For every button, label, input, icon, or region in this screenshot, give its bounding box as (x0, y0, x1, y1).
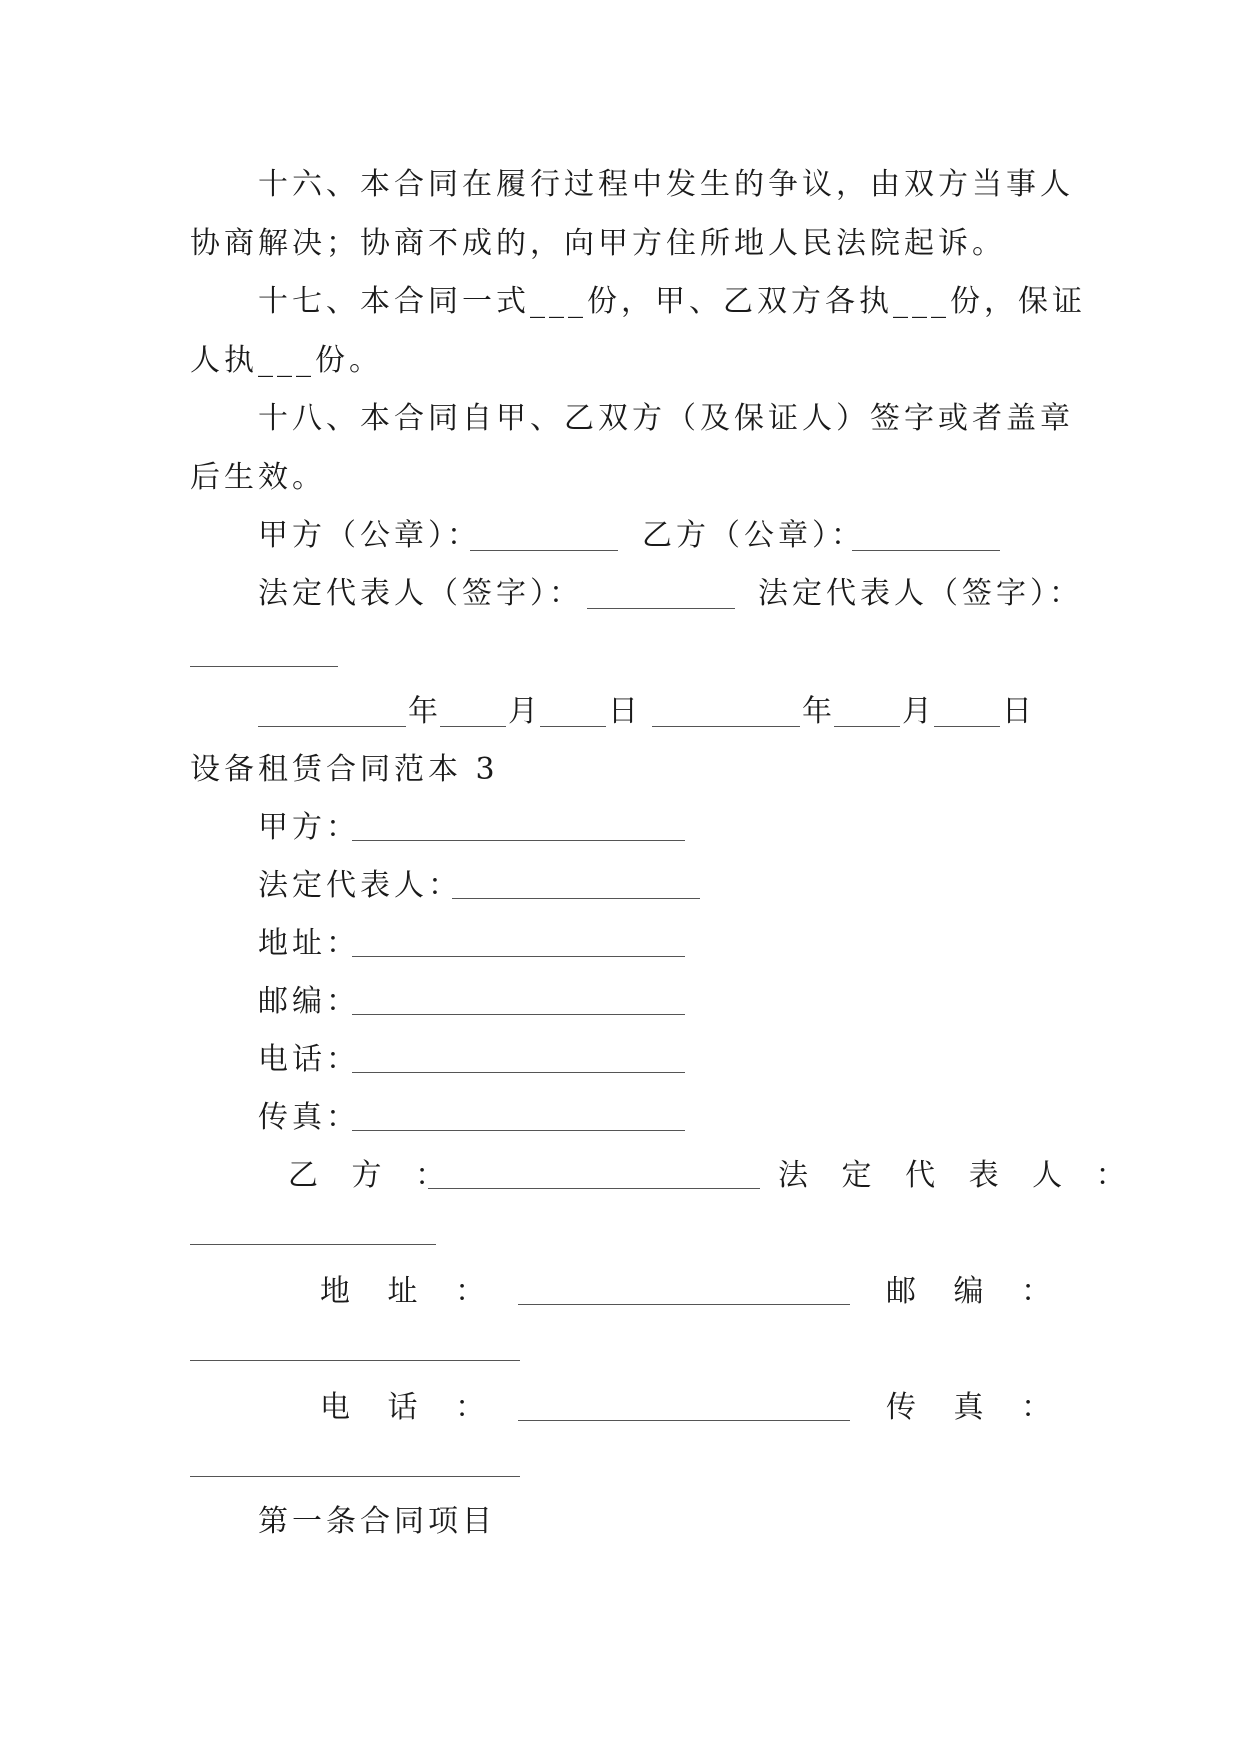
party-b-legal-rep-label: 法 定 代 表 人 ： (778, 1158, 1138, 1193)
date-b-month-label: 月 (902, 694, 932, 729)
legal-rep-label: 法定代表人： (258, 868, 462, 903)
party-b-postcode-blank (190, 1360, 520, 1361)
clause-18-line-2: 后生效。 (190, 460, 326, 495)
party-a-seal-label: 甲方（公章）： (258, 518, 481, 553)
date-b-year-blank (652, 726, 800, 727)
party-b-blank (428, 1188, 760, 1189)
phone-label: 电话： (258, 1042, 360, 1077)
date-a-day-label: 日 (608, 694, 638, 729)
legal-rep-sign-a-label: 法定代表人（签字）： (258, 576, 583, 611)
party-b-address-label: 地 址 ： (320, 1274, 500, 1309)
clause-18-line-1: 十八、本合同自甲、乙双方（及保证人）签字或者盖章 (258, 401, 1074, 436)
party-b-phone-blank (518, 1420, 850, 1421)
postcode-blank (352, 1014, 685, 1015)
clause-17-line-2: 人执___份。 (190, 343, 383, 378)
contract-3-title: 设备租赁合同范本 3 (190, 752, 499, 787)
legal-rep-sign-b-blank (190, 666, 338, 667)
party-a-label: 甲方： (258, 810, 360, 845)
clause-17-line-1: 十七、本合同一式___份，甲、乙双方各执___份，保证 (258, 284, 1086, 319)
party-b-seal-label: 乙方（公章）： (642, 518, 865, 553)
party-a-seal-blank (470, 550, 618, 551)
legal-rep-sign-a-blank (587, 608, 735, 609)
address-label: 地址： (258, 926, 360, 961)
fax-label: 传真： (258, 1100, 360, 1135)
postcode-label: 邮编： (258, 984, 360, 1019)
party-b-postcode-label: 邮 编 ： (886, 1274, 1066, 1309)
date-a-year-blank (258, 726, 406, 727)
date-a-day-blank (540, 726, 606, 727)
date-a-month-label: 月 (508, 694, 538, 729)
legal-rep-sign-b-label: 法定代表人（签字）： (758, 576, 1083, 611)
party-b-phone-label: 电 话 ： (320, 1390, 500, 1425)
date-b-day-label: 日 (1002, 694, 1032, 729)
date-a-year-label: 年 (408, 694, 438, 729)
party-b-fax-blank (190, 1476, 520, 1477)
date-b-month-blank (834, 726, 900, 727)
legal-rep-blank (452, 898, 700, 899)
clause-16-line-1: 十六、本合同在履行过程中发生的争议，由双方当事人 (258, 167, 1074, 202)
party-b-seal-blank (852, 550, 1000, 551)
date-b-year-label: 年 (802, 694, 832, 729)
address-blank (352, 956, 685, 957)
fax-blank (352, 1130, 685, 1131)
party-b-label: 乙 方 ： (288, 1158, 458, 1193)
article-1-heading: 第一条合同项目 (258, 1504, 496, 1539)
party-b-fax-label: 传 真 ： (886, 1390, 1066, 1425)
date-b-day-blank (934, 726, 1000, 727)
party-b-address-blank (518, 1304, 850, 1305)
phone-blank (352, 1072, 685, 1073)
clause-16-line-2: 协商解决；协商不成的，向甲方住所地人民法院起诉。 (190, 226, 1006, 261)
party-a-blank (352, 840, 685, 841)
party-b-legal-rep-blank (190, 1244, 436, 1245)
date-a-month-blank (440, 726, 506, 727)
